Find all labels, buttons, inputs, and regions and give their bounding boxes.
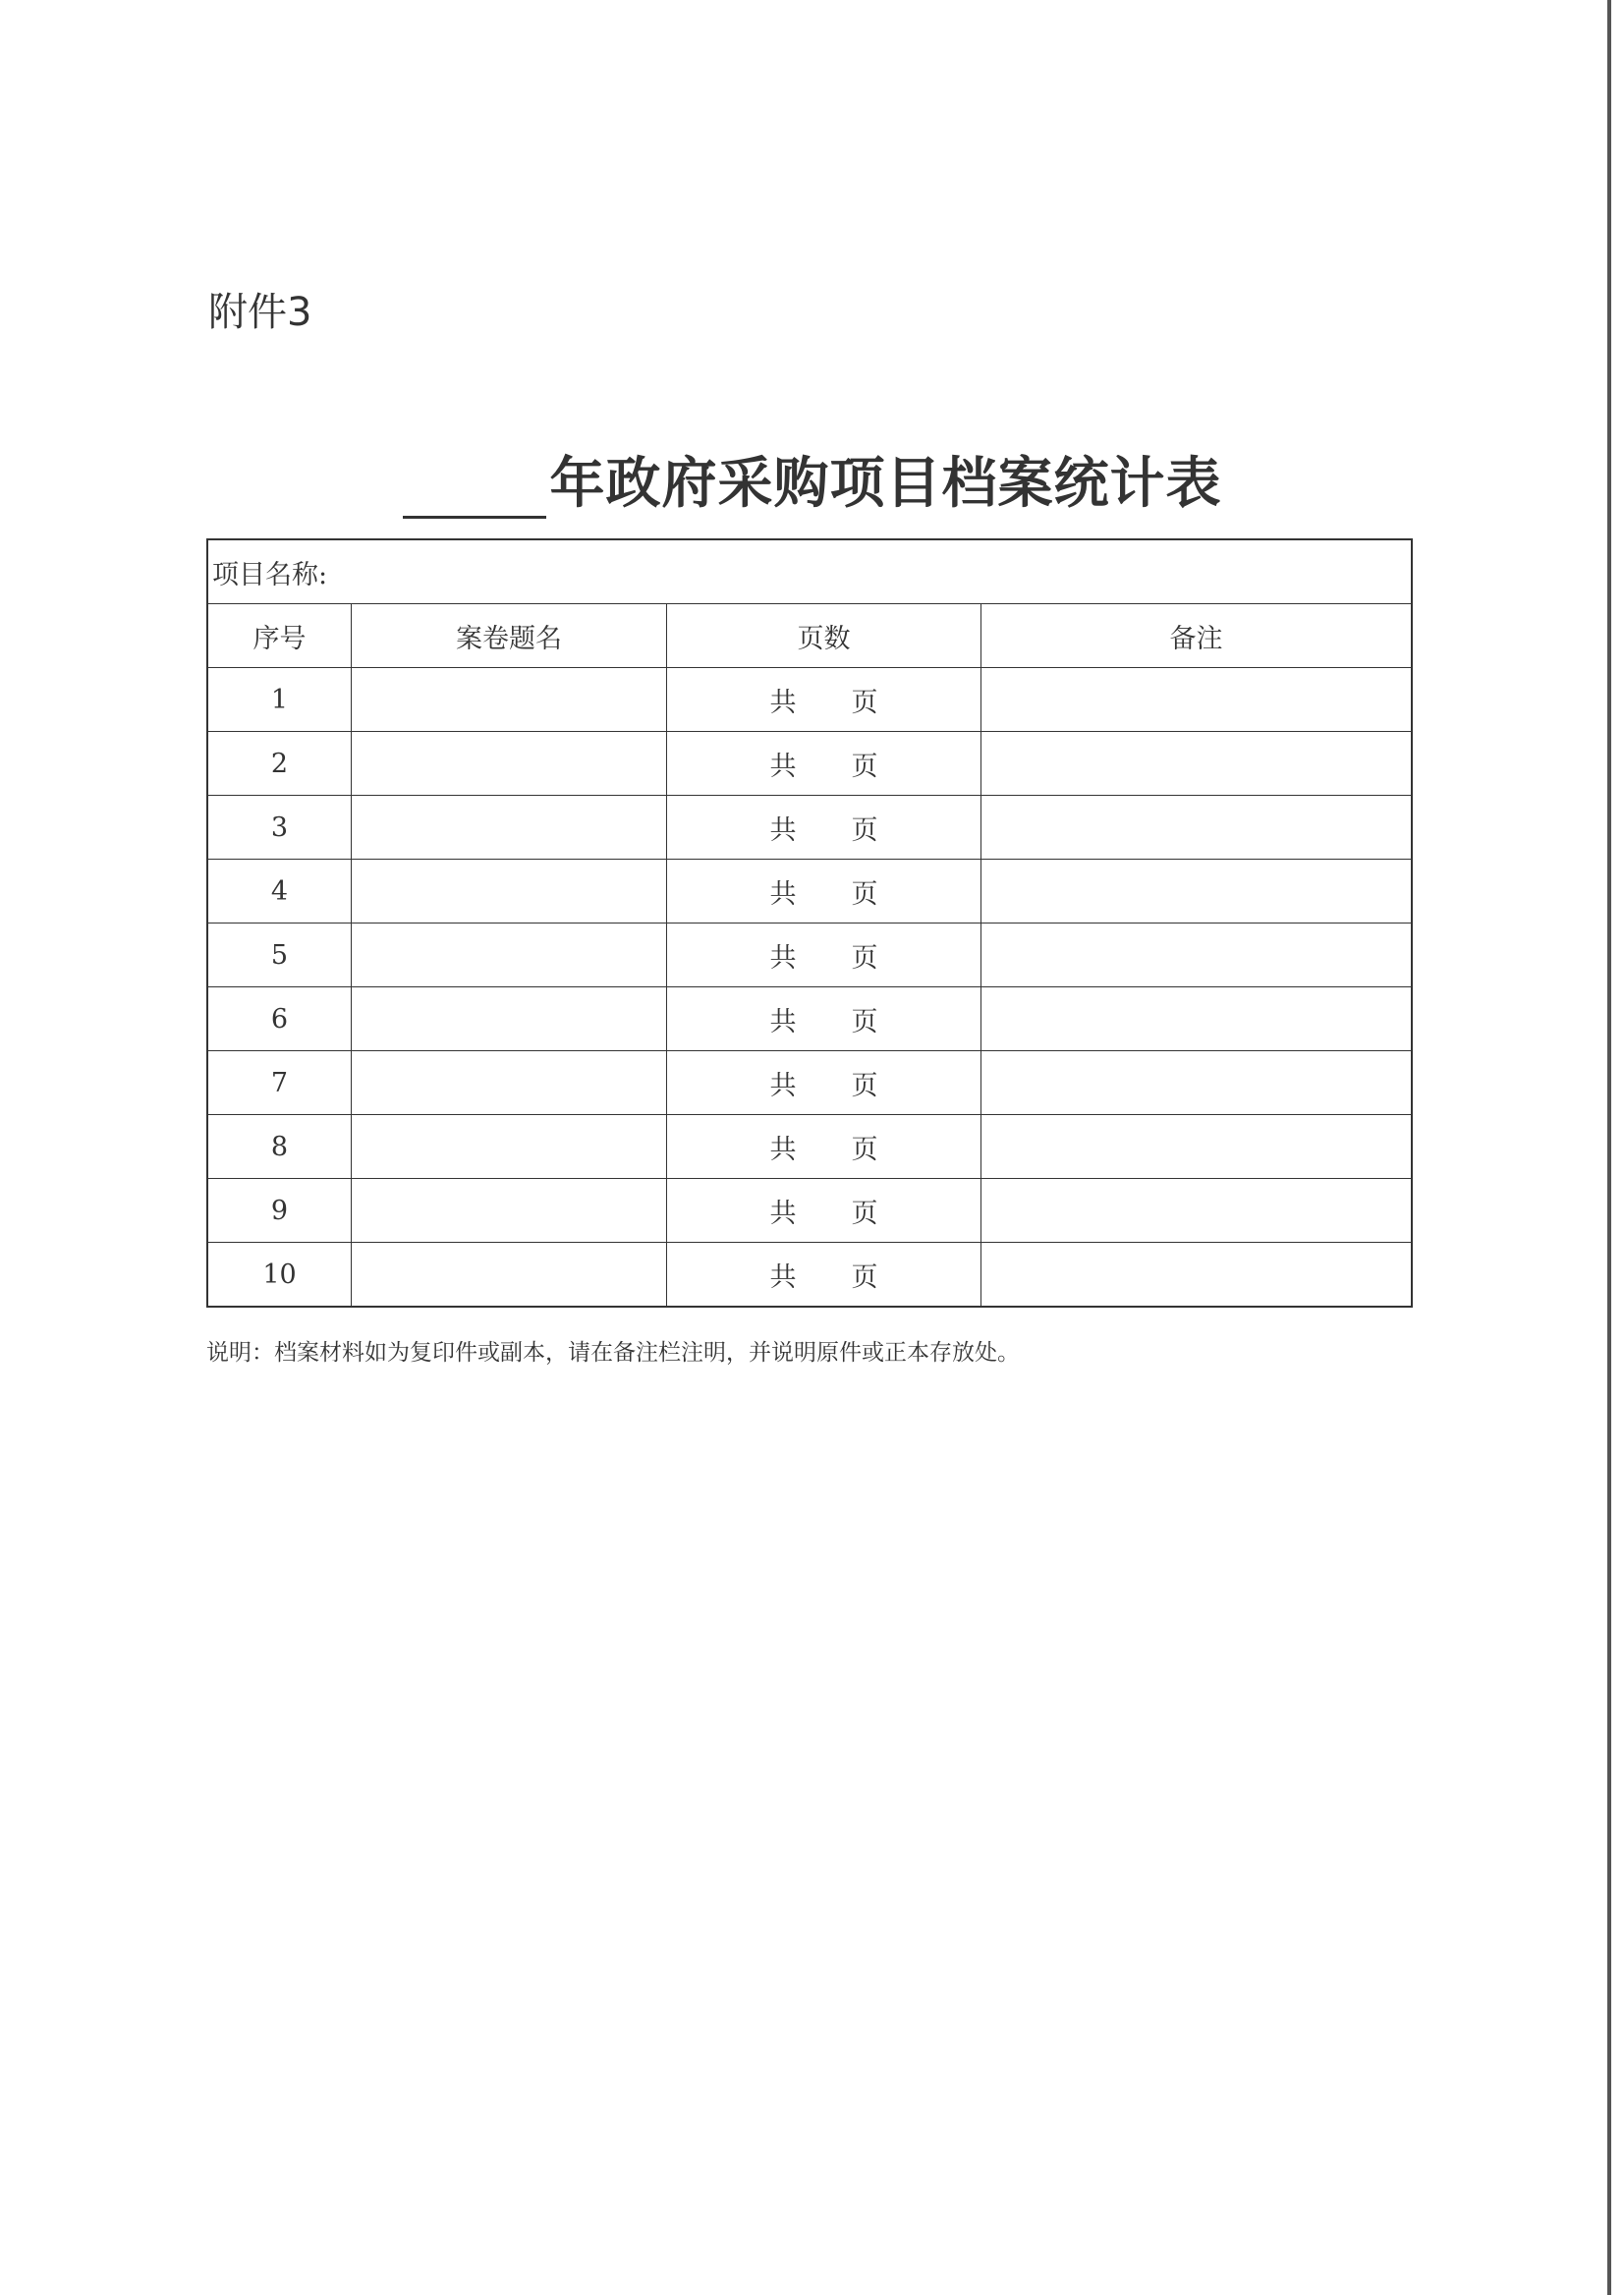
pages-suffix: 页: [851, 942, 878, 974]
pages-cell[interactable]: [667, 1179, 981, 1243]
remarks-cell[interactable]: [981, 796, 1413, 860]
pages-suffix: 页: [851, 878, 878, 910]
file-title-cell[interactable]: [352, 1051, 667, 1115]
pages-cell[interactable]: [667, 1243, 981, 1308]
pages-prefix: 共: [769, 751, 797, 782]
project-name-row: [207, 539, 1412, 604]
file-title-cell[interactable]: [352, 796, 667, 860]
pages-prefix: 共: [769, 1070, 797, 1101]
header-remarks: 备注: [981, 604, 1413, 668]
table-row: [207, 732, 1412, 796]
remarks-cell[interactable]: [981, 1243, 1413, 1308]
table-row: [207, 987, 1412, 1051]
scan-edge-line: [1607, 0, 1611, 2295]
pages-suffix: 页: [851, 1070, 878, 1101]
pages-prefix: 共: [769, 878, 797, 910]
pages-cell[interactable]: [667, 796, 981, 860]
pages-prefix: 共: [769, 942, 797, 974]
pages-suffix: 页: [851, 814, 878, 846]
table-row: [207, 1115, 1412, 1179]
pages-cell[interactable]: [667, 860, 981, 924]
row-number: 5: [207, 924, 352, 987]
row-number: 10: [207, 1243, 352, 1308]
pages-cell[interactable]: [667, 1051, 981, 1115]
pages-cell[interactable]: [667, 924, 981, 987]
project-name-cell: 项目名称:: [207, 539, 1412, 604]
pages-suffix: 页: [851, 1261, 878, 1293]
pages-cell[interactable]: [667, 1115, 981, 1179]
table-row: [207, 1243, 1412, 1308]
row-number: 3: [207, 796, 352, 860]
year-blank: [403, 467, 546, 519]
row-number: 2: [207, 732, 352, 796]
pages-cell[interactable]: [667, 987, 981, 1051]
pages-prefix: 共: [769, 1134, 797, 1165]
table-row: [207, 860, 1412, 924]
row-number: 8: [207, 1115, 352, 1179]
document-title: [0, 440, 1624, 519]
row-number: 1: [207, 668, 352, 732]
header-row: [207, 604, 1412, 668]
remarks-cell[interactable]: [981, 1051, 1413, 1115]
pages-prefix: 共: [769, 814, 797, 846]
remarks-cell[interactable]: [981, 1115, 1413, 1179]
footnote: 说明：档案材料如为复印件或副本，请在备注栏注明，并说明原件或正本存放处。: [206, 1340, 1020, 1366]
remarks-cell[interactable]: [981, 668, 1413, 732]
file-title-cell[interactable]: [352, 1115, 667, 1179]
remarks-cell[interactable]: [981, 987, 1413, 1051]
attachment-label: 附件3: [208, 290, 312, 335]
pages-prefix: 共: [769, 687, 797, 718]
remarks-cell[interactable]: [981, 860, 1413, 924]
table-row: [207, 796, 1412, 860]
row-number: 6: [207, 987, 352, 1051]
remarks-cell[interactable]: [981, 1179, 1413, 1243]
table-row: [207, 924, 1412, 987]
row-number: 4: [207, 860, 352, 924]
header-pages: 页数: [667, 604, 981, 668]
file-title-cell[interactable]: [352, 924, 667, 987]
table-row: [207, 1179, 1412, 1243]
table-row: [207, 668, 1412, 732]
file-title-cell[interactable]: [352, 668, 667, 732]
remarks-cell[interactable]: [981, 732, 1413, 796]
file-title-cell[interactable]: [352, 860, 667, 924]
pages-prefix: 共: [769, 1261, 797, 1293]
pages-suffix: 页: [851, 751, 878, 782]
pages-prefix: 共: [769, 1006, 797, 1037]
row-number: 7: [207, 1051, 352, 1115]
header-no: 序号: [207, 604, 352, 668]
pages-suffix: 页: [851, 687, 878, 718]
pages-cell[interactable]: [667, 732, 981, 796]
file-title-cell[interactable]: [352, 1243, 667, 1308]
table-row: [207, 1051, 1412, 1115]
file-title-cell[interactable]: [352, 987, 667, 1051]
pages-cell[interactable]: [667, 668, 981, 732]
pages-suffix: 页: [851, 1006, 878, 1037]
pages-prefix: 共: [769, 1198, 797, 1229]
header-title: 案卷题名: [352, 604, 667, 668]
pages-suffix: 页: [851, 1134, 878, 1165]
row-number: 9: [207, 1179, 352, 1243]
archive-stats-table: [206, 538, 1413, 1308]
remarks-cell[interactable]: [981, 924, 1413, 987]
title-text: 年政府采购项目档案统计表: [549, 451, 1222, 516]
file-title-cell[interactable]: [352, 1179, 667, 1243]
pages-suffix: 页: [851, 1198, 878, 1229]
file-title-cell[interactable]: [352, 732, 667, 796]
